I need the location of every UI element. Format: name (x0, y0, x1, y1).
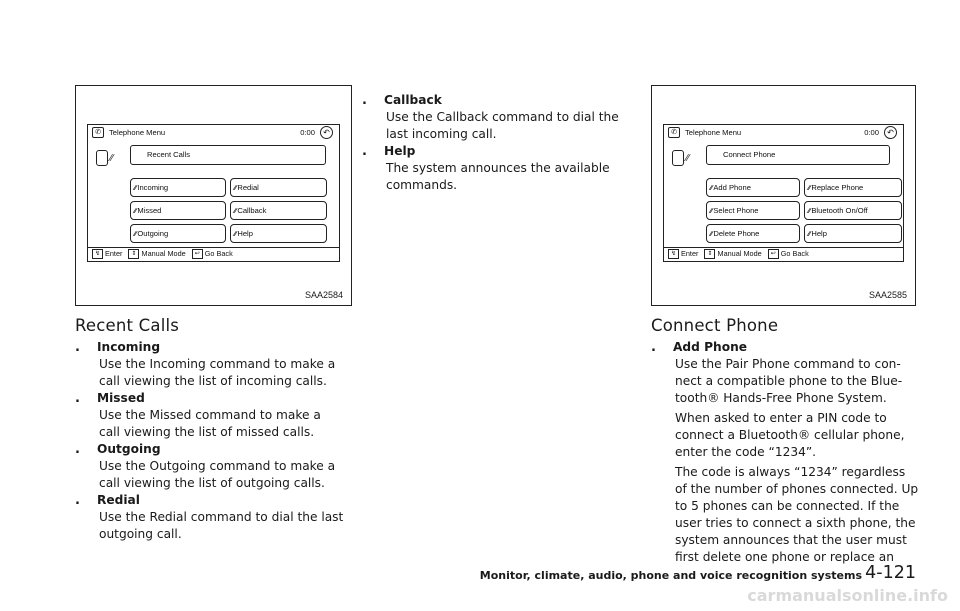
redial-button[interactable] (230, 178, 327, 197)
manual-mode-label: Manual Mode (141, 249, 186, 258)
help-button[interactable] (230, 224, 327, 243)
back-arrow-icon[interactable]: ↶ (884, 126, 897, 139)
item-desc-line: connect a Bluetooth® cellular phone, (675, 428, 905, 442)
screen-title: Telephone Menu (109, 128, 166, 137)
telephone-menu-screen (663, 124, 904, 262)
go-back-icon: ↩ (192, 249, 203, 259)
item-desc-line: system announces that the user must (675, 533, 907, 547)
item-desc-line: call viewing the list of incoming calls. (99, 374, 327, 388)
bullet: . (362, 93, 367, 108)
screen-footer (664, 247, 903, 261)
figure-code: SAA2585 (868, 290, 907, 300)
voice-icon: ∕∕ (234, 231, 237, 238)
enter-icon: ↯ (668, 249, 679, 259)
item-desc-line: nect a compatible phone to the Blue- (675, 374, 903, 388)
item-desc-line: commands. (386, 178, 458, 192)
voice-icon: ∕∕ (234, 185, 237, 192)
bullet: . (651, 340, 656, 355)
connect-phone-button[interactable]: Connect Phone (706, 145, 890, 165)
item-desc-line: Use the Incoming command to make a (99, 357, 336, 371)
item-desc-line: Use the Pair Phone command to con- (675, 357, 901, 371)
item-name: Callback (384, 93, 442, 107)
telephone-menu-screen (87, 124, 340, 262)
item-desc-line: The code is always “1234” regardless (675, 465, 906, 479)
missed-button[interactable] (130, 201, 226, 220)
voice-icon: ∕∕ (710, 231, 713, 238)
bullet: . (362, 144, 367, 159)
item-desc-line: enter the code “1234”. (675, 445, 817, 459)
item-desc-line: When asked to enter a PIN code to (675, 411, 887, 425)
incoming-button[interactable] (130, 178, 226, 197)
button-label: Callback (237, 206, 267, 215)
voice-icon: ∕∕ (94, 146, 122, 174)
button-label: Outgoing (137, 229, 169, 238)
screen-title-bar (664, 125, 903, 140)
manual-mode-icon: ⇕ (128, 249, 139, 259)
callback-button[interactable] (230, 201, 327, 220)
phone-handset-icon: ✆ (92, 127, 104, 138)
select-phone-button[interactable] (706, 201, 800, 220)
connect-phone-heading: Connect Phone (651, 316, 779, 335)
go-back-icon: ↩ (768, 249, 779, 259)
item-name: Help (384, 144, 416, 158)
voice-icon: ∕∕ (808, 185, 811, 192)
button-label: Bluetooth On/Off (811, 206, 868, 215)
bluetooth-toggle-button[interactable] (804, 201, 902, 220)
button-label: Delete Phone (713, 229, 760, 238)
item-desc-line: outgoing call. (99, 527, 182, 541)
item-name: Missed (97, 391, 145, 405)
item-desc-line: Use the Outgoing command to make a (99, 459, 336, 473)
item-name: Outgoing (97, 442, 161, 456)
bullet: . (75, 493, 80, 508)
button-label: Help (237, 229, 253, 238)
recent-calls-heading: Recent Calls (75, 316, 180, 335)
button-label: Help (811, 229, 827, 238)
item-desc-line: last incoming call. (386, 127, 497, 141)
button-label: Replace Phone (811, 183, 864, 192)
voice-icon: ∕∕ (710, 208, 713, 215)
voice-icon: ∕∕ (134, 208, 137, 215)
screen-time: 0:00 (864, 128, 879, 137)
go-back-label: Go Back (780, 249, 809, 258)
manual-mode-label: Manual Mode (717, 249, 762, 258)
item-desc-line: tooth® Hands-Free Phone System. (675, 391, 887, 405)
help-button[interactable] (804, 224, 902, 243)
bullet: . (75, 340, 80, 355)
item-desc-line: call viewing the list of outgoing calls. (99, 476, 325, 490)
page-number: 4-121 (865, 563, 916, 583)
delete-phone-button[interactable] (706, 224, 800, 243)
button-label: Missed (137, 206, 162, 215)
watermark: carmanualsonline.info (747, 586, 948, 605)
section-title-footer: Monitor, climate, audio, phone and voice recognition systems (479, 569, 862, 582)
item-name: Incoming (97, 340, 161, 354)
item-desc-line: Use the Redial command to dial the last (99, 510, 344, 524)
screen-footer (88, 247, 339, 261)
screen-title: Telephone Menu (685, 128, 742, 137)
item-desc-line: Use the Missed command to make a (99, 408, 321, 422)
voice-icon: ∕∕ (710, 185, 713, 192)
enter-icon: ↯ (92, 249, 103, 259)
button-label: Select Phone (713, 206, 759, 215)
enter-label: Enter (105, 249, 123, 258)
item-desc-line: The system announces the available (386, 161, 610, 175)
button-label: Redial (237, 183, 259, 192)
enter-label: Enter (681, 249, 699, 258)
add-phone-button[interactable] (706, 178, 800, 197)
replace-phone-button[interactable] (804, 178, 902, 197)
item-desc-line: of the number of phones connected. Up (675, 482, 919, 496)
screen-title-bar (88, 125, 339, 140)
item-name: Redial (97, 493, 140, 507)
item-name: Add Phone (673, 340, 748, 354)
item-desc-line: to 5 phones can be connected. If the (675, 499, 900, 513)
button-label: Add Phone (713, 183, 751, 192)
bullet: . (75, 391, 80, 406)
screen-time: 0:00 (300, 128, 315, 137)
voice-icon: ∕∕ (808, 208, 811, 215)
item-desc-line: user tries to connect a sixth phone, the (675, 516, 916, 530)
back-arrow-icon[interactable]: ↶ (320, 126, 333, 139)
outgoing-button[interactable] (130, 224, 226, 243)
voice-icon: ∕∕ (808, 231, 811, 238)
bullet: . (75, 442, 80, 457)
recent-calls-button[interactable]: Recent Calls (130, 145, 326, 165)
manual-mode-icon: ⇕ (704, 249, 715, 259)
figure-code: SAA2584 (304, 290, 343, 300)
figure-connect-phone (651, 85, 916, 306)
item-desc-line: call viewing the list of missed calls. (99, 425, 315, 439)
voice-icon: ∕∕ (234, 208, 237, 215)
item-desc-line: first delete one phone or replace an (675, 550, 894, 564)
voice-icon: ∕∕ (134, 185, 137, 192)
figure-recent-calls (75, 85, 352, 306)
item-desc-line: Use the Callback command to dial the (386, 110, 619, 124)
voice-icon: ∕∕ (134, 231, 137, 238)
voice-icon: ∕∕ (670, 146, 698, 174)
button-label: Incoming (137, 183, 169, 192)
phone-handset-icon: ✆ (668, 127, 680, 138)
go-back-label: Go Back (204, 249, 233, 258)
